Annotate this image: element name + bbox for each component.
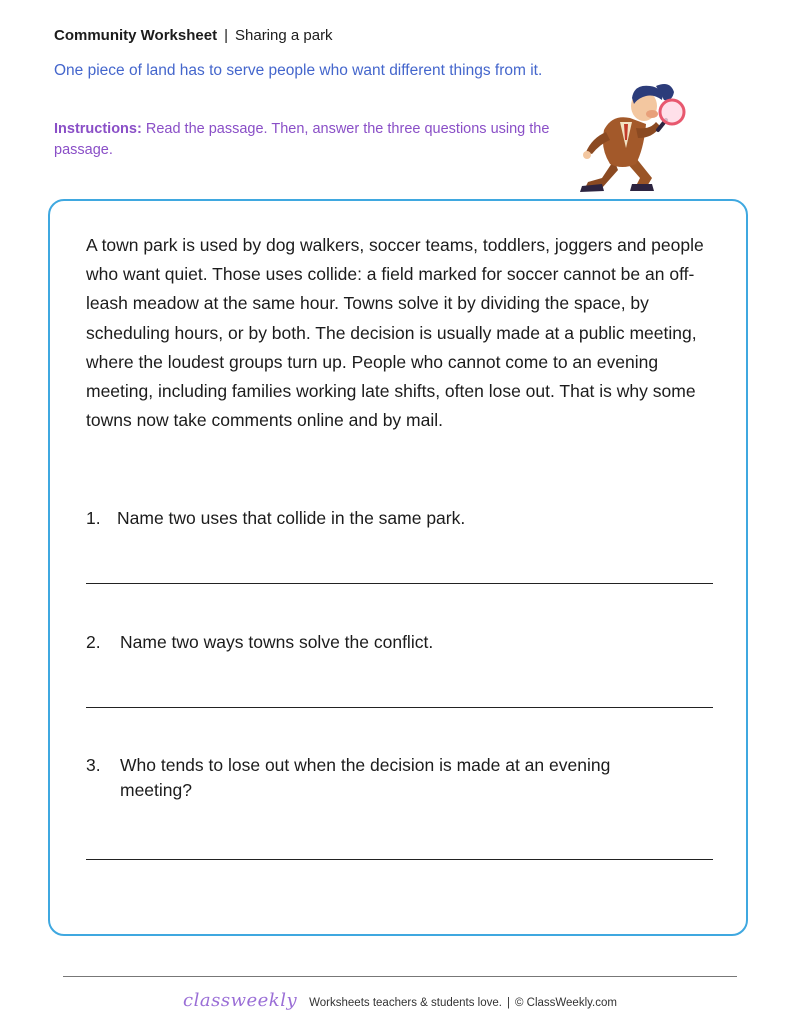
- question-text: Who tends to lose out when the decision is made at an evening meeting?: [120, 755, 611, 800]
- question-3: [86, 753, 706, 803]
- worksheet-topic: Sharing a park: [235, 27, 333, 44]
- answer-line-3[interactable]: [86, 859, 713, 860]
- instructions-label: Instructions:: [54, 121, 142, 137]
- worksheet-subtitle: One piece of land has to serve people who want different things from it.: [54, 62, 543, 79]
- footer-tagline: Worksheets teachers & students love.: [309, 997, 502, 1009]
- brand-logo: classweekly: [183, 990, 298, 1011]
- worksheet-header: [54, 27, 333, 44]
- question-number: 2.: [86, 632, 101, 652]
- footer-divider: [63, 976, 737, 977]
- reading-passage: A town park is used by dog walkers, soccer teams, toddlers, joggers and people who want quiet. Those uses collide: a field marked for soccer cannot be an off-leash meadow at the same hour. Towns solve it by dividing the space, by scheduling hours, or by both. The decision is usually made at a public meeting, where the loudest groups turn up. People who cannot come to an evening meeting, including families working late shifts, often lose out. That is why some towns now take comments online and by mail.: [86, 235, 704, 431]
- footer-separator: |: [506, 997, 510, 1009]
- header-separator: |: [224, 27, 228, 44]
- answer-line-1[interactable]: [86, 583, 713, 584]
- answer-line-2[interactable]: [86, 707, 713, 708]
- worksheet-type: Community Worksheet: [54, 27, 218, 44]
- instructions-text: Read the passage. Then, answer the three questions using the passage.: [54, 121, 550, 158]
- question-1: [86, 506, 706, 531]
- question-text: Name two ways towns solve the conflict.: [120, 632, 434, 652]
- question-number: 3.: [86, 755, 101, 775]
- footer-copyright: © ClassWeekly.com: [514, 997, 617, 1009]
- question-2: [86, 630, 706, 655]
- question-text: Name two uses that collide in the same park.: [117, 508, 466, 528]
- question-number: 1.: [86, 508, 101, 528]
- footer: [0, 990, 800, 1011]
- instructions: [54, 119, 564, 161]
- detective-magnifying-glass-icon: [574, 78, 694, 196]
